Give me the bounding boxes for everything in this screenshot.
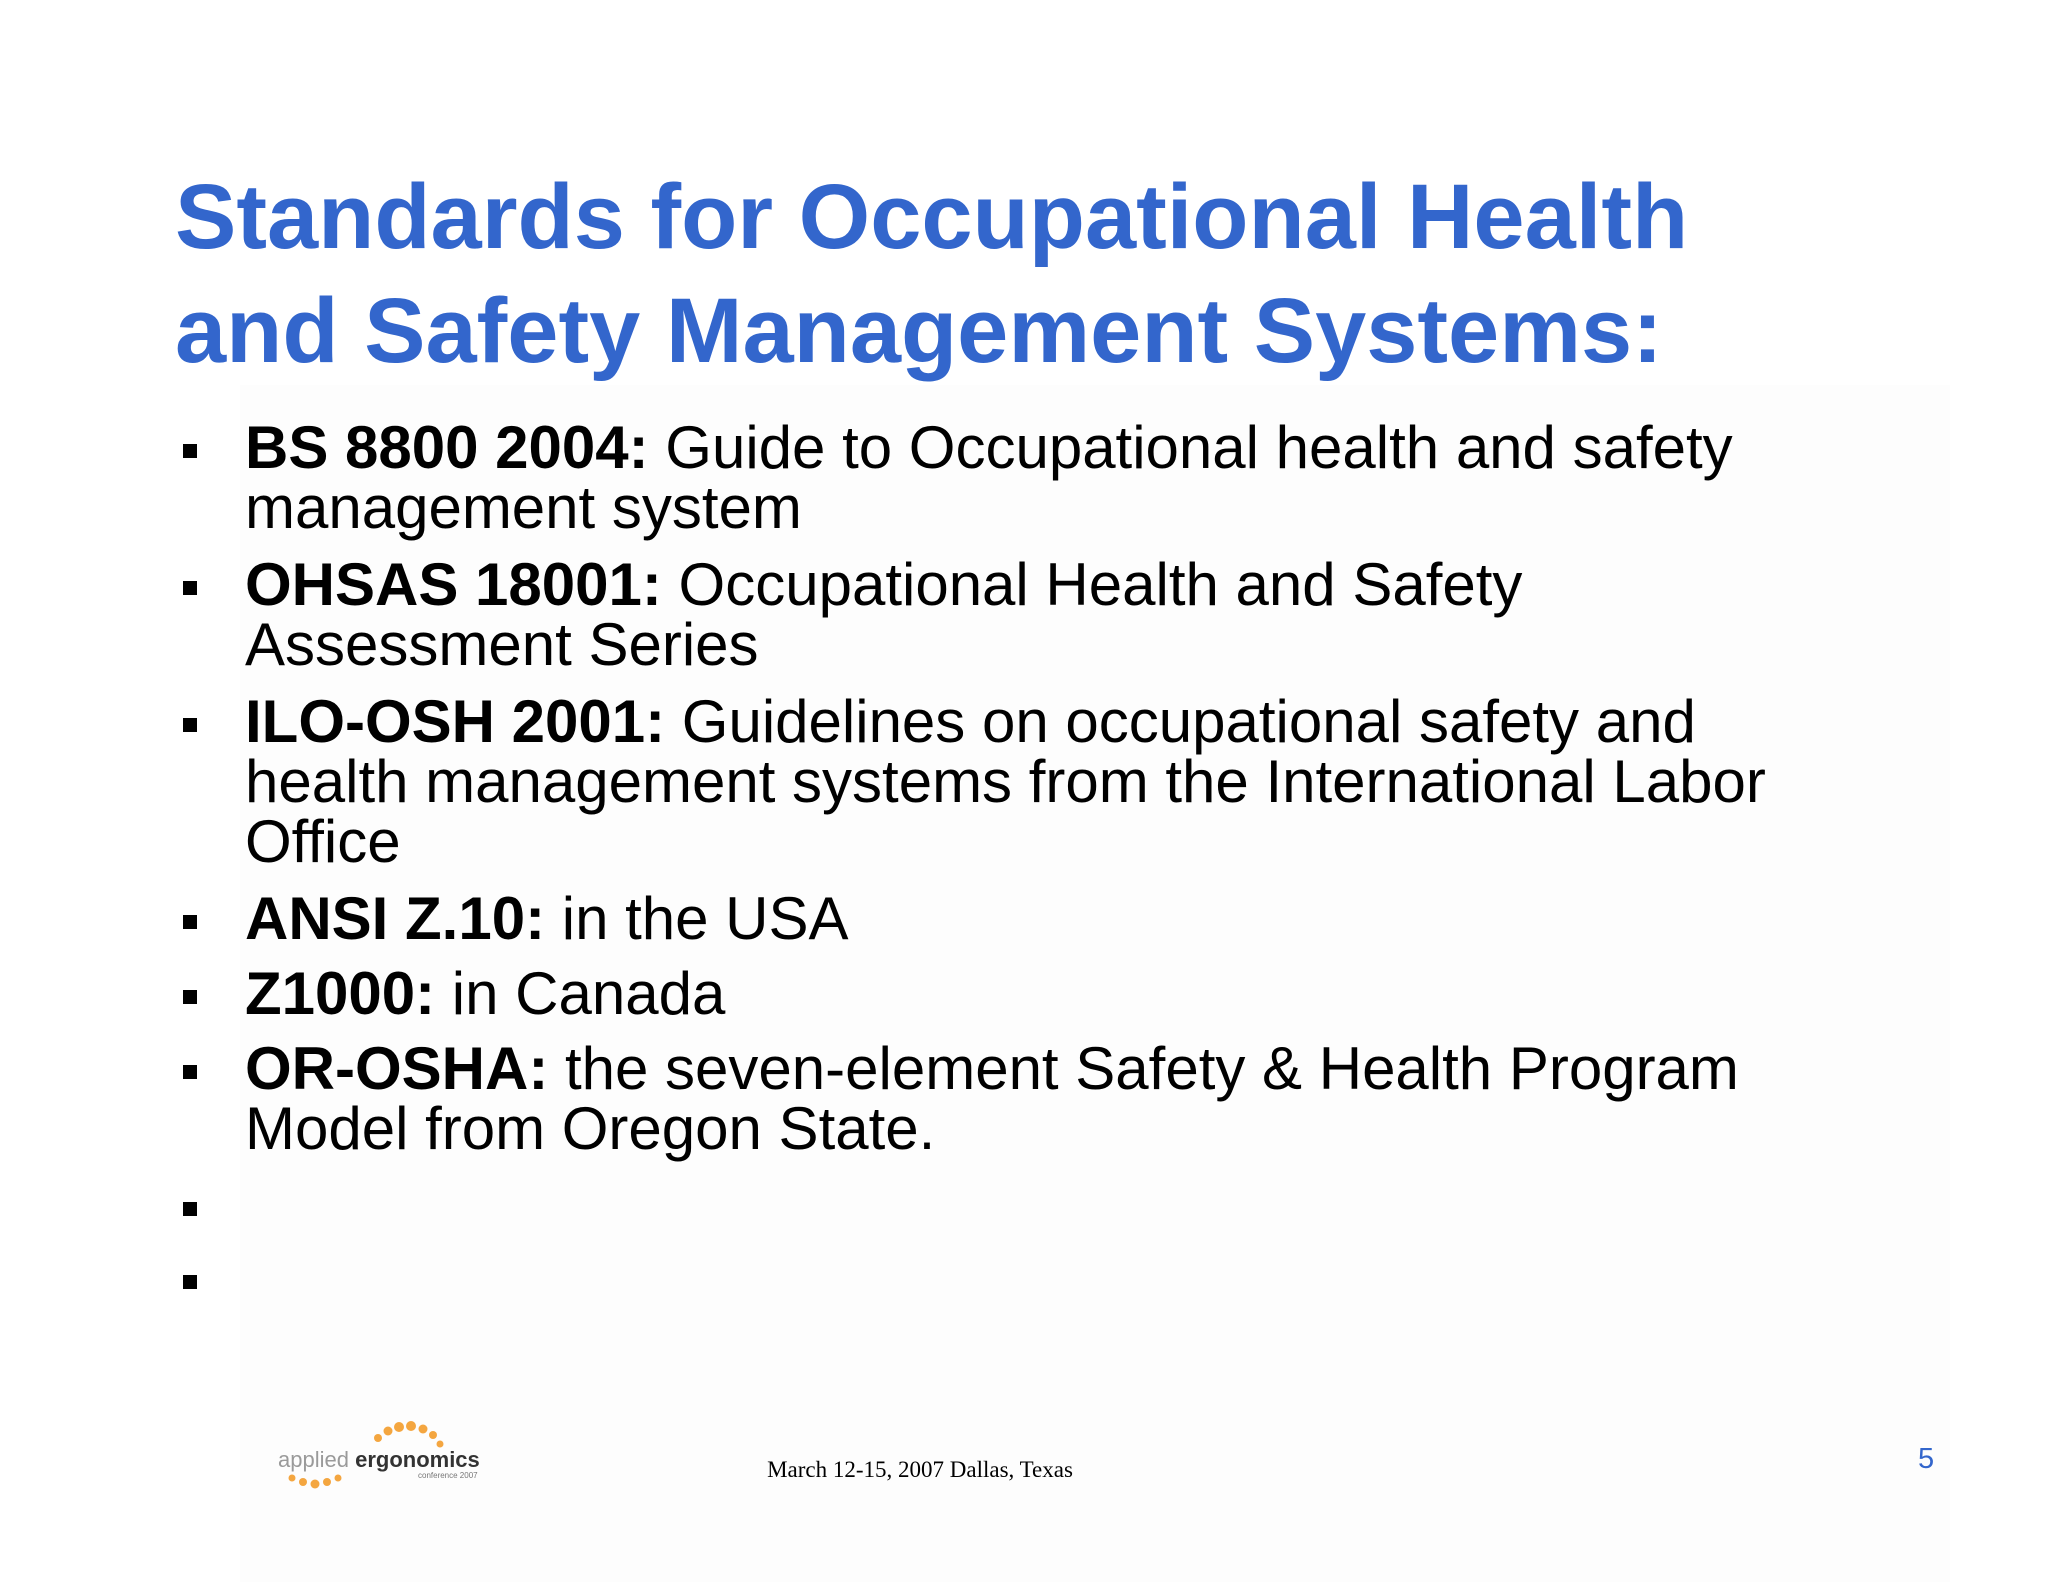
bullet-label: ILO-OSH 2001: bbox=[245, 688, 666, 755]
page-number: 5 bbox=[1918, 1443, 1935, 1475]
bullet-label: OR-OSHA: bbox=[245, 1035, 549, 1102]
square-bullet-icon bbox=[183, 581, 197, 595]
bullet-label: Z1000: bbox=[245, 960, 436, 1027]
list-item bbox=[175, 414, 1855, 541]
bullet-label: BS 8800 2004: bbox=[245, 414, 649, 481]
logo-word-applied: applied bbox=[278, 1447, 356, 1472]
bullet-label: OHSAS 18001: bbox=[245, 551, 662, 618]
title-line-2: and Safety Management Systems: bbox=[175, 280, 1663, 382]
logo-subtitle: conference 2007 bbox=[418, 1471, 478, 1480]
bullet-label: ANSI Z.10: bbox=[245, 885, 546, 952]
square-bullet-icon bbox=[183, 1065, 197, 1079]
bullet-text: Guidelines on occupational safety and health management systems from the International Labor Office bbox=[245, 688, 1766, 875]
logo-word-ergonomics: ergonomics bbox=[355, 1447, 480, 1472]
square-bullet-icon bbox=[183, 990, 197, 1004]
bullet-text: Occupational Health and Safety Assessment Series bbox=[245, 551, 1523, 678]
empty-list-item bbox=[175, 1176, 1855, 1236]
square-bullet-icon bbox=[183, 1202, 197, 1216]
list-item bbox=[175, 688, 1855, 875]
list-item bbox=[175, 551, 1855, 678]
square-bullet-icon bbox=[183, 718, 197, 732]
square-bullet-icon bbox=[183, 444, 197, 458]
list-item bbox=[175, 885, 1855, 952]
footer-date: March 12-15, 2007 Dallas, Texas bbox=[767, 1457, 1073, 1482]
bullet-text: in Canada bbox=[435, 960, 726, 1027]
empty-list-item bbox=[175, 1249, 1855, 1309]
list-item bbox=[175, 960, 1855, 1027]
slide-title bbox=[175, 160, 1975, 388]
square-bullet-icon bbox=[183, 1275, 197, 1289]
bullet-text: in the USA bbox=[545, 885, 849, 952]
square-bullet-icon bbox=[183, 915, 197, 929]
standards-list bbox=[175, 414, 1855, 1322]
list-item bbox=[175, 1035, 1855, 1162]
title-line-1: Standards for Occupational Health bbox=[175, 166, 1689, 268]
bullet-text: the seven-element Safety & Health Program Model from Oregon State. bbox=[245, 1035, 1739, 1162]
bullet-text: Guide to Occupational health and safety management system bbox=[245, 414, 1733, 541]
